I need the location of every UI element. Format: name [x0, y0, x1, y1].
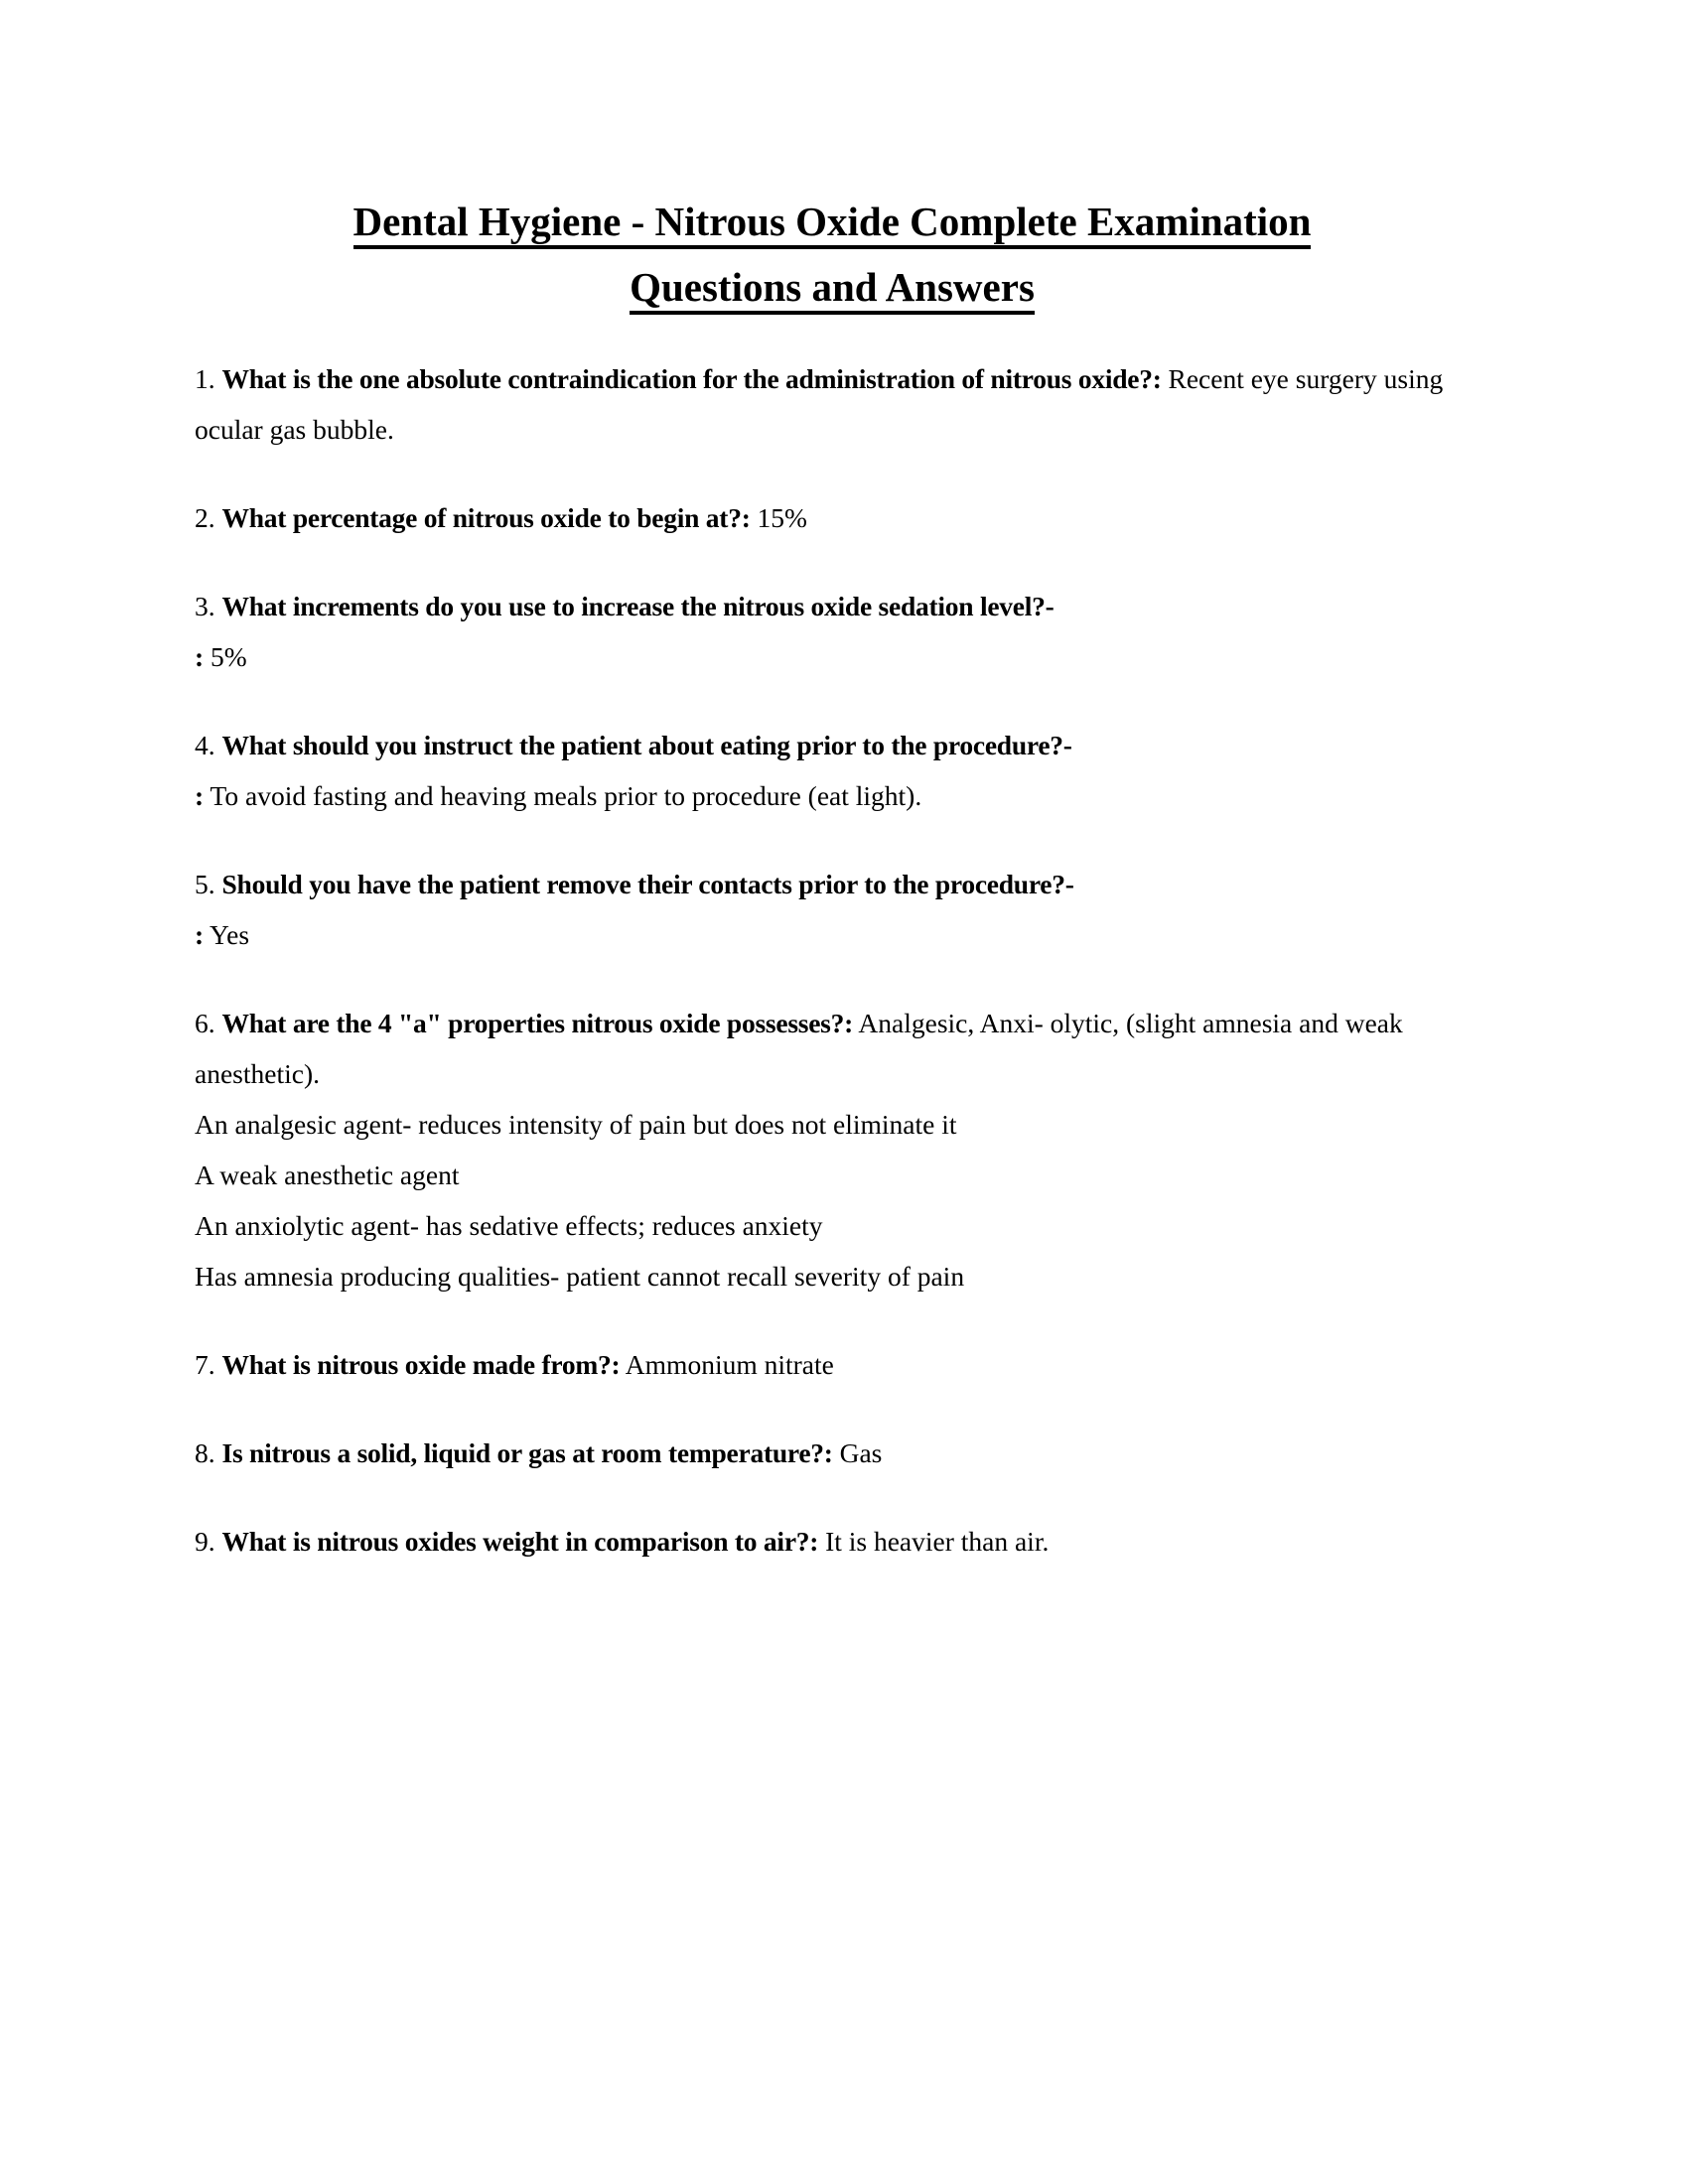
page-title: [195, 189, 1470, 320]
question-number: 5.: [195, 869, 215, 899]
question-text: What is nitrous oxides weight in comparison to air?:: [221, 1526, 819, 1557]
answer-extra-line: An analgesic agent- reduces intensity of pain but does not eliminate it: [195, 1109, 957, 1140]
answer-text: 15%: [750, 502, 807, 533]
qa-item-1: [195, 353, 1470, 455]
answer-lead: :: [195, 641, 205, 672]
qa-item-2: [195, 492, 1470, 543]
question-number: 2.: [195, 502, 215, 533]
question-number: 8.: [195, 1437, 215, 1468]
answer-extra-line: An anxiolytic agent- has sedative effects; reduces anxiety: [195, 1210, 823, 1241]
qa-item-5: [195, 859, 1470, 960]
question-number: 1.: [195, 363, 215, 394]
answer-extra-line: A weak anesthetic agent: [195, 1160, 460, 1190]
qa-list: [195, 353, 1470, 1567]
question-text: What percentage of nitrous oxide to begin at?:: [221, 502, 751, 533]
answer-lead: :: [195, 780, 205, 811]
qa-item-8: [195, 1428, 1470, 1478]
answer-text: 5%: [204, 641, 247, 672]
answer-extra-line: Has amnesia producing qualities- patient cannot recall severity of pain: [195, 1261, 965, 1292]
question-text: What increments do you use to increase the nitrous oxide sedation level?-: [221, 591, 1055, 621]
question-number: 7.: [195, 1349, 215, 1380]
question-text: What is the one absolute contraindication for the administration of nitrous oxide?:: [221, 363, 1162, 394]
qa-item-3: [195, 581, 1470, 682]
question-text: What are the 4 "a" properties nitrous oxide possesses?:: [221, 1008, 854, 1038]
answer-text: Analgesic, Anxi- olytic, (slight amnesia and weak anesthetic).: [195, 1008, 1403, 1089]
answer-lead: :: [195, 919, 205, 950]
question-number: 3.: [195, 591, 215, 621]
qa-item-7: [195, 1339, 1470, 1390]
question-text: What is nitrous oxide made from?:: [221, 1349, 621, 1380]
answer-text: Recent eye surgery using ocular gas bubble.: [195, 363, 1444, 445]
question-text: What should you instruct the patient about eating prior to the procedure?-: [221, 730, 1072, 760]
question-text: Is nitrous a solid, liquid or gas at room temperature?:: [221, 1437, 833, 1468]
question-number: 6.: [195, 1008, 215, 1038]
answer-text: It is heavier than air.: [818, 1526, 1050, 1557]
question-number: 4.: [195, 730, 215, 760]
qa-item-6: [195, 998, 1470, 1301]
answer-text: Yes: [204, 919, 250, 950]
qa-item-9: [195, 1516, 1470, 1567]
answer-text: Gas: [832, 1437, 883, 1468]
qa-item-4: [195, 720, 1470, 821]
page-title-line-1: Dental Hygiene - Nitrous Oxide Complete Examination: [195, 189, 1470, 254]
answer-text: To avoid fasting and heaving meals prior to procedure (eat light).: [204, 780, 922, 811]
answer-text: Ammonium nitrate: [620, 1349, 834, 1380]
page-title-line-2: Questions and Answers: [195, 254, 1470, 320]
question-number: 9.: [195, 1526, 215, 1557]
question-text: Should you have the patient remove their contacts prior to the procedure?-: [221, 869, 1074, 899]
